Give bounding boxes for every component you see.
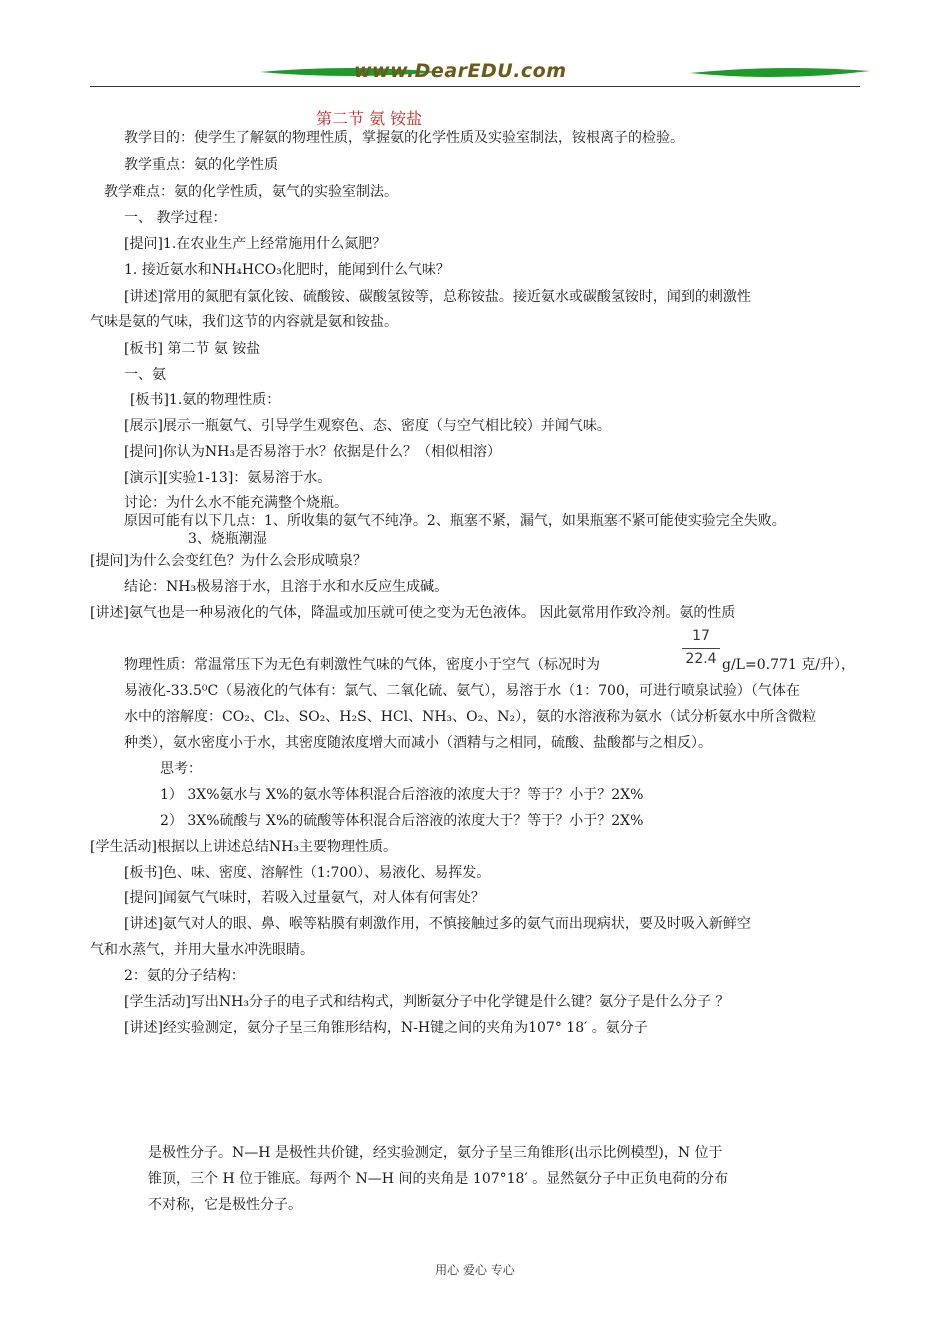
student-activity-summary: [学生活动]根据以上讲述总结NH₃主要物理性质。 xyxy=(90,839,397,855)
fraction-numerator: 17 xyxy=(692,628,710,644)
polar-molecule-3: 不对称，它是极性分子。 xyxy=(148,1197,302,1213)
board-section-title: [板书] 第二节 氨 铵盐 xyxy=(124,341,261,357)
teaching-difficulty: 教学难点：氨的化学性质，氨气的实验室制法。 xyxy=(104,184,398,200)
question-solubility: [提问]你认为NH₃是否易溶于水？依据是什么？（相似相溶） xyxy=(124,444,501,460)
lecture-ammonium-2: 气味是氨的气味，我们这节的内容就是氨和铵盐。 xyxy=(90,314,398,330)
density-fraction xyxy=(682,628,720,669)
physical-props-line: 物理性质：常温常压下为无色有刺激性气味的气体，密度小于空气（标况时为 xyxy=(124,657,600,673)
lecture-ammonium-1: [讲述]常用的氮肥有氯化铵、硫酸铵、碳酸氢铵等，总称铵盐。接近氨水或碳酸氢铵时，闻到的刺激性 xyxy=(124,289,751,305)
question-harm: [提问]闻氨气气味时，若吸入过量氨气，对人体有何害处？ xyxy=(124,890,485,906)
question-smell: 1. 接近氨水和NH₄HCO₃化肥时，能闻到什么气味？ xyxy=(124,262,450,278)
board-properties: [板书]色、味、密度、溶解性（1:700）、易液化、易挥发。 xyxy=(124,865,491,881)
display-bottle: [展示]展示一瓶氨气、引导学生观察色、态、密度（与空气相比较）并闻气味。 xyxy=(124,418,611,434)
conclusion: 结论：NH₃极易溶于水，且溶于水和水反应生成碱。 xyxy=(124,579,449,595)
thinking-q2: 2） 3X%硫酸与 X%的硫酸等体积混合后溶液的浓度大于？等于？小于？2X% xyxy=(160,813,644,829)
teaching-focus: 教学重点：氨的化学性质 xyxy=(124,157,278,173)
banner-site-name: www.DearEDU.com xyxy=(354,60,567,82)
demo-experiment: [演示][实验1-13]：氨易溶于水。 xyxy=(124,470,332,486)
question-fertilizer: [提问]1.在农业生产上经常施用什么氮肥？ xyxy=(124,236,387,252)
polar-molecule-1: 是极性分子。N—H 是极性共价键，经实验测定，氨分子呈三角锥形(出示比例模型)，N 位于 xyxy=(148,1145,723,1161)
lecture-harm-1: [讲述]氨气对人的眼、鼻、喉等粘膜有刺激作用，不慎接触过多的氨气而出现病状，要及时吸入新鲜空 xyxy=(124,916,751,932)
page-header xyxy=(90,60,860,100)
gas-solubility: 水中的溶解度：CO₂、Cl₂、SO₂、H₂S、HCl、NH₃、O₂、N₂），氨的水溶液称为氨水（试分析氨水中所含微粒 xyxy=(124,709,817,725)
thinking-q1: 1） 3X%氨水与 X%的氨水等体积混合后溶液的浓度大于？等于？小于？2X% xyxy=(160,787,644,803)
fraction-bar xyxy=(682,648,720,649)
lecture-structure: [讲述]经实验测定，氨分子呈三角锥形结构，N-H键之间的夹角为107° 18′ 。氨分子 xyxy=(124,1020,648,1036)
process-heading: 一、 教学过程： xyxy=(124,210,227,226)
fraction-denominator: 22.4 xyxy=(685,651,717,667)
banner-right-swoosh xyxy=(690,68,870,77)
reason-3: 3、烧瓶潮湿 xyxy=(188,531,267,547)
question-fountain: [提问]为什么会变红色？为什么会形成喷泉？ xyxy=(90,553,367,569)
polar-molecule-2: 锥顶，三个 H 位于锥底。每两个 N—H 间的夹角是 107°18′ 。显然氨分子中正负电荷的分布 xyxy=(148,1171,729,1187)
student-activity-structure: [学生活动]写出NH₃分子的电子式和结构式，判断氨分子中化学键是什么键？氨分子是什么分子 ？ xyxy=(124,994,730,1010)
teaching-goal: 教学目的：使学生了解氨的物理性质，掌握氨的化学性质及实验室制法，铵根离子的检验。 xyxy=(124,130,684,146)
liquefy-solubility: 易液化-33.5⁰C（易液化的气体有：氯气、二氧化硫、氨气），易溶于水（1：700，可进行喷泉试验）（气体在 xyxy=(124,683,800,699)
section-title: 第二节 氨 铵盐 xyxy=(316,109,423,128)
board-physical-props: [板书]1.氨的物理性质： xyxy=(130,392,281,408)
lecture-liquefy: [讲述]氨气也是一种易液化的气体，降温或加压就可使之变为无色液体。 因此氨常用作致冷剂。氨的性质 xyxy=(90,605,736,621)
heading-ammonia: 一、氨 xyxy=(124,367,166,383)
discussion: 讨论：为什么水不能充满整个烧瓶。 xyxy=(124,495,348,511)
page-footer: 用心 爱心 专心 xyxy=(435,1263,515,1277)
lecture-harm-2: 气和水蒸气，并用大量水冲洗眼睛。 xyxy=(90,942,314,958)
thinking-heading: 思考： xyxy=(160,761,202,777)
heading-structure: 2：氨的分子结构： xyxy=(124,968,245,984)
header-rule xyxy=(90,86,860,87)
reasons-line: 原因可能有以下几点：1、所收集的氨气不纯净。2、瓶塞不紧，漏气，如果瓶塞不紧可能使实验完全失败。 xyxy=(124,513,786,529)
ammonia-water: 种类），氨水密度小于水，其密度随浓度增大而减小（酒精与之相同，硫酸、盐酸都与之相反）。 xyxy=(124,735,712,751)
density-value: g/L=0.771 克/升）， xyxy=(722,657,855,673)
